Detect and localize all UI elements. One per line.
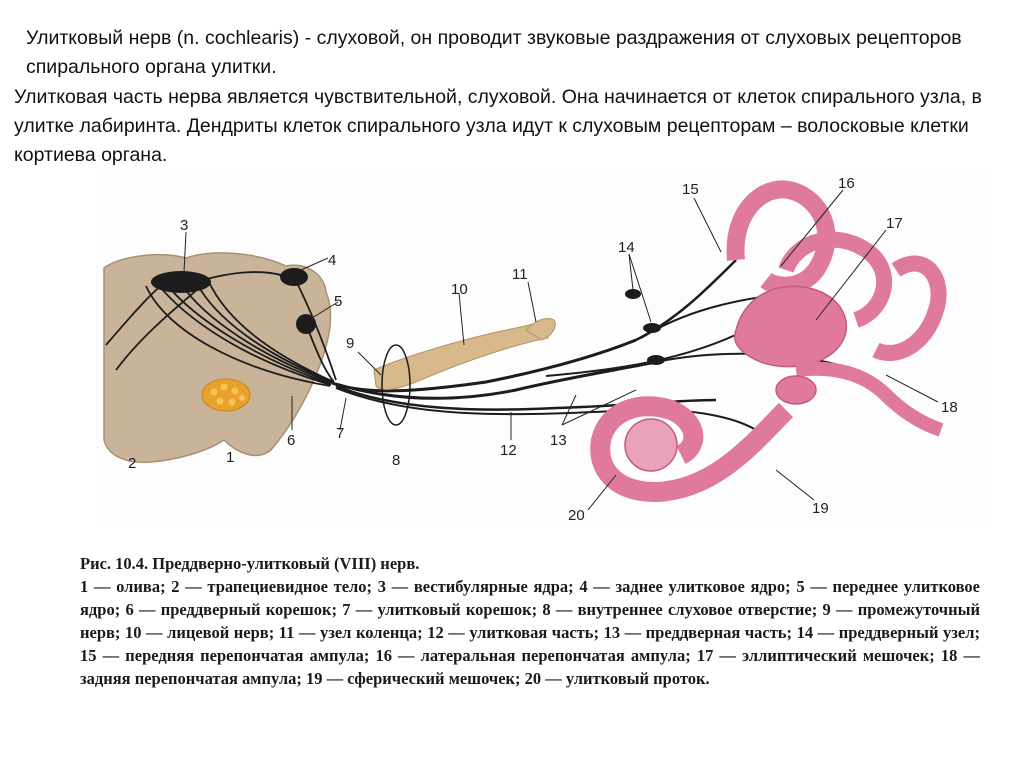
caption-legend: 1 — олива; 2 — трапециевидное тело; 3 — вестибулярные ядра; 4 — заднее улитковое ядро; 5 — переднее улитковое ядро; 6 — преддверный корешок; 7 — улитковый корешок; 8 — внутреннее слуховое отверстие; 9 — промежуточный нерв; 10 — лицевой нерв; 11 — узел коленца; 12 — улитковая часть; 13 — преддверная часть; 14 — преддверный узел; 15 — передняя перепончатая ампула; 16 — латеральная перепончатая ампула; 17 — эллиптический мешочек; 18 — задняя перепончатая ампула; 19 — сферический мешочек; 20 — улитковый проток. <box>80 577 980 688</box>
intro-paragraph-2: Улитковая часть нерва является чувствительной, слуховой. Она начинается от клеток спирального узла, в улитке лабиринта. Дендриты клеток спирального узла идут к слуховым рецепторам – волосковые клетки кортиева органа. <box>14 86 982 166</box>
label-20: 20 <box>568 507 585 524</box>
facial-nerve <box>374 321 548 389</box>
membranous-labyrinth <box>600 189 941 492</box>
label-17: 17 <box>886 215 903 232</box>
label-15: 15 <box>682 181 699 198</box>
label-5: 5 <box>334 293 343 310</box>
caption-title: Рис. 10.4. Преддверно-улитковый (VIII) нерв. <box>80 554 420 573</box>
label-13: 13 <box>550 432 567 449</box>
label-18: 18 <box>941 399 958 416</box>
label-11: 11 <box>512 266 528 283</box>
label-3: 3 <box>180 217 189 234</box>
label-12: 12 <box>500 442 517 459</box>
label-2: 2 <box>128 455 137 472</box>
label-19: 19 <box>812 500 829 517</box>
anatomy-diagram <box>96 170 986 528</box>
vestibulocochlear-nerve-figure <box>96 170 986 528</box>
figure-caption <box>80 552 980 690</box>
label-4: 4 <box>328 252 337 269</box>
olive <box>202 379 250 411</box>
label-14: 14 <box>618 239 635 256</box>
label-9: 9 <box>346 335 355 352</box>
label-10: 10 <box>451 281 468 298</box>
label-8: 8 <box>392 452 401 469</box>
label-16: 16 <box>838 175 855 192</box>
vestibular-nuclei <box>151 271 211 293</box>
label-1: 1 <box>226 449 235 466</box>
label-6: 6 <box>287 432 296 449</box>
intro-paragraph-1: Улитковый нерв (n. cochlearis) - слуховой, он проводит звуковые раздражения от слуховых рецепторов спирального органа улитки. <box>26 27 962 78</box>
label-7: 7 <box>336 425 345 442</box>
